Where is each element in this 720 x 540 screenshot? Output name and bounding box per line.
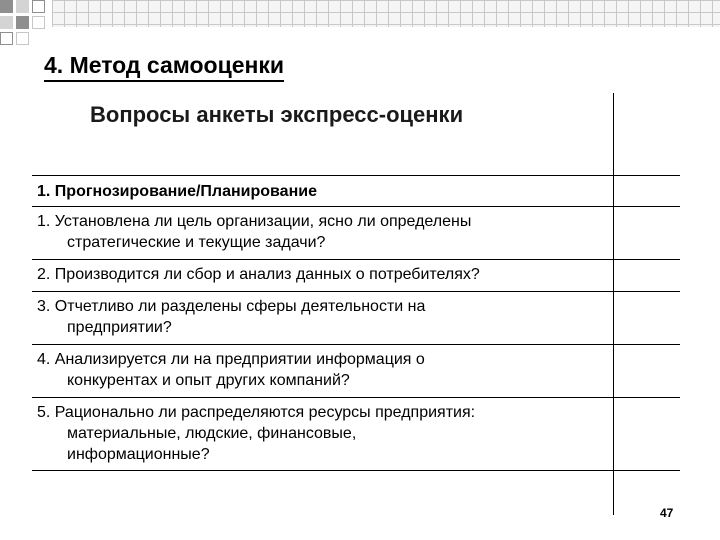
decor-square — [16, 32, 29, 45]
section-heading: 1. Прогнозирование/Планирование — [37, 183, 317, 200]
question-text: 3. Отчетливо ли разделены сферы деятельности на — [37, 298, 426, 315]
decor-square — [16, 16, 29, 29]
table-row — [32, 291, 680, 344]
decor-grid-strip — [52, 0, 720, 27]
question-text-continued: информационные? — [67, 446, 210, 463]
decor-square — [0, 0, 13, 13]
question-text-continued: предприятии? — [67, 319, 172, 336]
decorative-header — [0, 0, 720, 46]
decor-square — [32, 16, 45, 29]
question-text: 2. Производится ли сбор и анализ данных о потребителях? — [37, 266, 480, 283]
decor-square — [0, 16, 13, 29]
slide-title: 4. Метод самооценки — [44, 52, 284, 82]
question-text-continued: конкурентах и опыт других компаний? — [67, 372, 350, 389]
question-text: 4. Анализируется ли на предприятии информация о — [37, 351, 425, 368]
decor-square — [16, 0, 29, 13]
slide-subtitle: Вопросы анкеты экспресс-оценки — [90, 102, 464, 127]
questionnaire-table — [32, 175, 680, 471]
table-row — [32, 397, 680, 471]
decor-square — [0, 32, 13, 45]
table-row — [32, 206, 680, 259]
table-row — [32, 259, 680, 291]
question-text: 1. Установлена ли цель организации, ясно ли определены — [37, 213, 472, 230]
question-rows — [32, 206, 680, 471]
question-text: 5. Рационально ли распределяются ресурсы предприятия: — [37, 404, 476, 421]
table-header-row — [32, 175, 680, 206]
decor-square — [32, 0, 45, 13]
question-text-continued: материальные, людские, финансовые, — [67, 425, 357, 442]
page-number: 47 — [660, 506, 674, 520]
question-text-continued: стратегические и текущие задачи? — [67, 234, 326, 251]
table-row — [32, 344, 680, 397]
